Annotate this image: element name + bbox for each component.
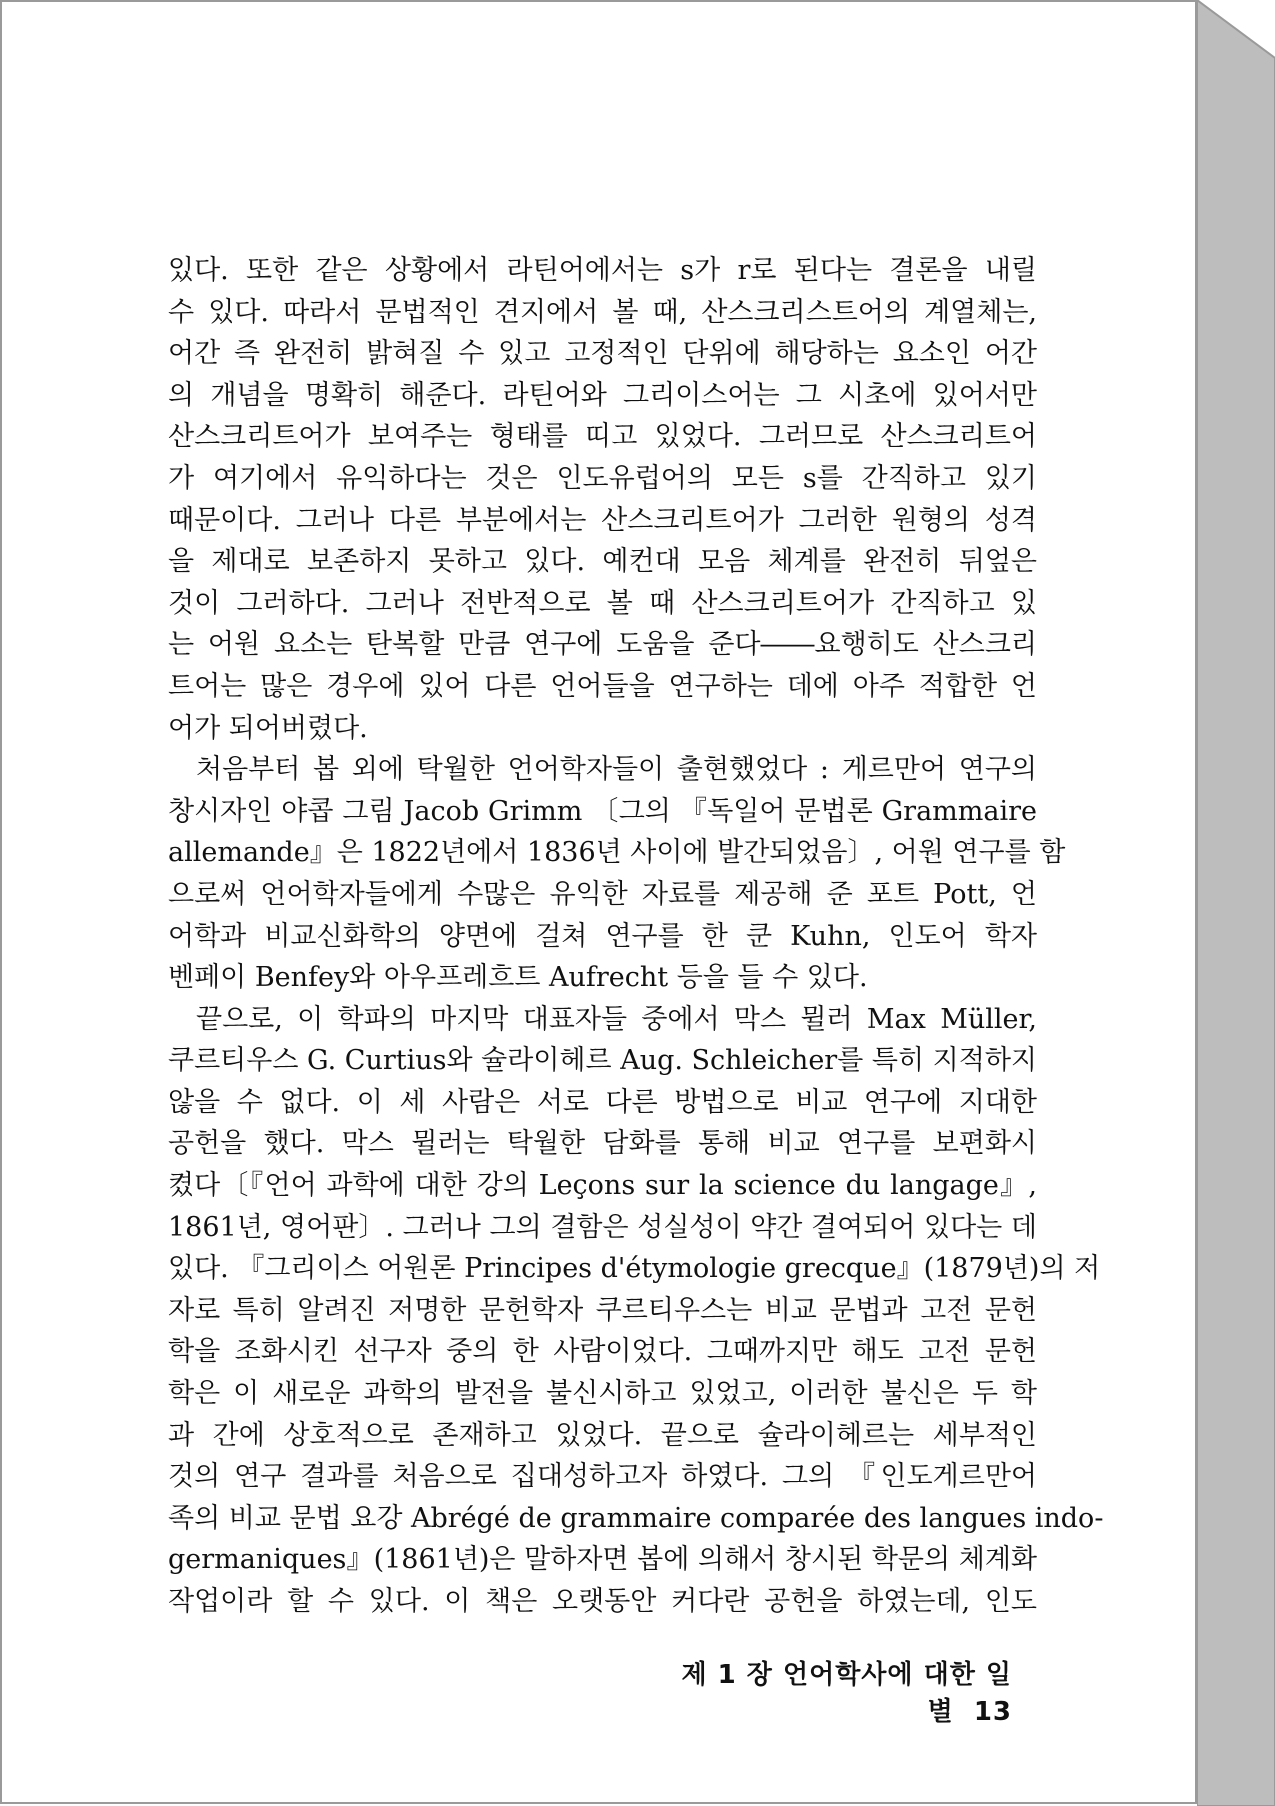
text-line: 끝으로, 이 학파의 마지막 대표자들 중에서 막스 뮐러 Max Müller, [196, 1003, 1037, 1035]
text-line: 것의 연구 결과를 처음으로 집대성하고자 하였다. 그의 『인도게르만어 [168, 1461, 1037, 1493]
text-line: 족의 비교 문법 요강 Abrégé de grammaire comparée des langues indo- [168, 1502, 1104, 1534]
body-text [168, 250, 1104, 1623]
text-line: 창시자인 야콥 그림 Jacob Grimm 〔그의 『독일어 문법론 Grammaire [168, 795, 1037, 827]
text-line: 으로써 언어학자들에게 수많은 유익한 자료를 제공해 준 포트 Pott, 언 [168, 878, 1038, 910]
text-line: 어학과 비교신화학의 양면에 걸쳐 연구를 한 쿤 Kuhn, 인도어 학자 [168, 920, 1037, 952]
chapter-title: 제 1 장 언어학사에 대한 일별 [681, 1660, 1012, 1727]
text-line: 의 개념을 명확히 해준다. 라틴어와 그리이스어는 그 시초에 있어서만 [168, 379, 1037, 411]
text-line: 쿠르티우스 G. Curtius와 슐라이헤르 Aug. Schleicher를 특히 지적하지 [168, 1045, 1037, 1077]
text-line: 트어는 많은 경우에 있어 다른 언어들을 연구하는 데에 아주 적합한 언 [168, 670, 1037, 702]
text-line: 처음부터 봅 외에 탁월한 언어학자들이 출현했었다 : 게르만어 연구의 [196, 754, 1037, 786]
page-footer [612, 1654, 1012, 1728]
text-line: 을 제대로 보존하지 못하고 있다. 예컨대 모음 체계를 완전히 뒤엎은 [168, 546, 1037, 578]
text-line: 산스크리트어가 보여주는 형태를 띠고 있었다. 그러므로 산스크리트어 [168, 421, 1037, 453]
text-line: 벤페이 Benfey와 아우프레흐트 Aufrecht 등을 들 수 있다. [168, 962, 868, 994]
text-line: 공헌을 했다. 막스 뮐러는 탁월한 담화를 통해 비교 연구를 보편화시 [168, 1128, 1037, 1160]
text-line: germaniques』(1861년)은 말하자면 봅에 의해서 창시된 학문의 체계화 [168, 1544, 1037, 1576]
text-line: 과 간에 상호적으로 존재하고 있었다. 끝으로 슐라이헤르는 세부적인 [168, 1419, 1037, 1451]
text-line: 것이 그러하다. 그러나 전반적으로 볼 때 산스크리트어가 간직하고 있 [168, 587, 1037, 619]
text-line: 있다. 또한 같은 상황에서 라틴어에서는 s가 r로 된다는 결론을 내릴 [168, 255, 1037, 286]
text-line: 어간 즉 완전히 밝혀질 수 있고 고정적인 단위에 해당하는 요소인 어간 [168, 338, 1037, 370]
text-line: 수 있다. 따라서 문법적인 견지에서 볼 때, 산스크리스트어의 계열체는, [168, 296, 1037, 328]
text-line: 학을 조화시킨 선구자 중의 한 사람이었다. 그때까지만 해도 고전 문헌 [168, 1336, 1037, 1368]
text-line: 않을 수 없다. 이 세 사람은 서로 다른 방법으로 비교 연구에 지대한 [168, 1086, 1037, 1118]
text-line: 가 여기에서 유익하다는 것은 인도유럽어의 모든 s를 간직하고 있기 [168, 462, 1037, 494]
text-line: 있다. 『그리이스 어원론 Principes d'étymologie grecque』(1879년)의 저 [168, 1253, 1101, 1285]
book-edge-shape [1197, 0, 1275, 1806]
text-line: 1861년, 영어판〕. 그러나 그의 결함은 성실성이 약간 결여되어 있다는 데 [168, 1211, 1037, 1243]
text-line: 켰다〔『언어 과학에 대한 강의 Leçons sur la science du langage』, [168, 1170, 1037, 1202]
text-line: 는 어원 요소는 탄복할 만큼 연구에 도움을 준다――요행히도 산스크리 [168, 629, 1037, 661]
text-line: 때문이다. 그러나 다른 부분에서는 산스크리트어가 그러한 원형의 성격 [168, 504, 1037, 536]
text-line: 작업이라 할 수 있다. 이 책은 오랫동안 커다란 공헌을 하였는데, 인도 [168, 1586, 1037, 1617]
page-number: 13 [973, 1697, 1012, 1727]
text-line: 자로 특히 알려진 저명한 문헌학자 쿠르티우스는 비교 문법과 고전 문헌 [168, 1294, 1037, 1326]
text-line: allemande』은 1822년에서 1836년 사이에 발간되었음〕, 어원 연구를 함 [168, 837, 1066, 869]
book-side-edge [1197, 0, 1275, 1806]
text-line: 어가 되어버렸다. [168, 712, 368, 744]
text-line: 학은 이 새로운 과학의 발전을 불신시하고 있었고, 이러한 불신은 두 학 [168, 1378, 1037, 1410]
